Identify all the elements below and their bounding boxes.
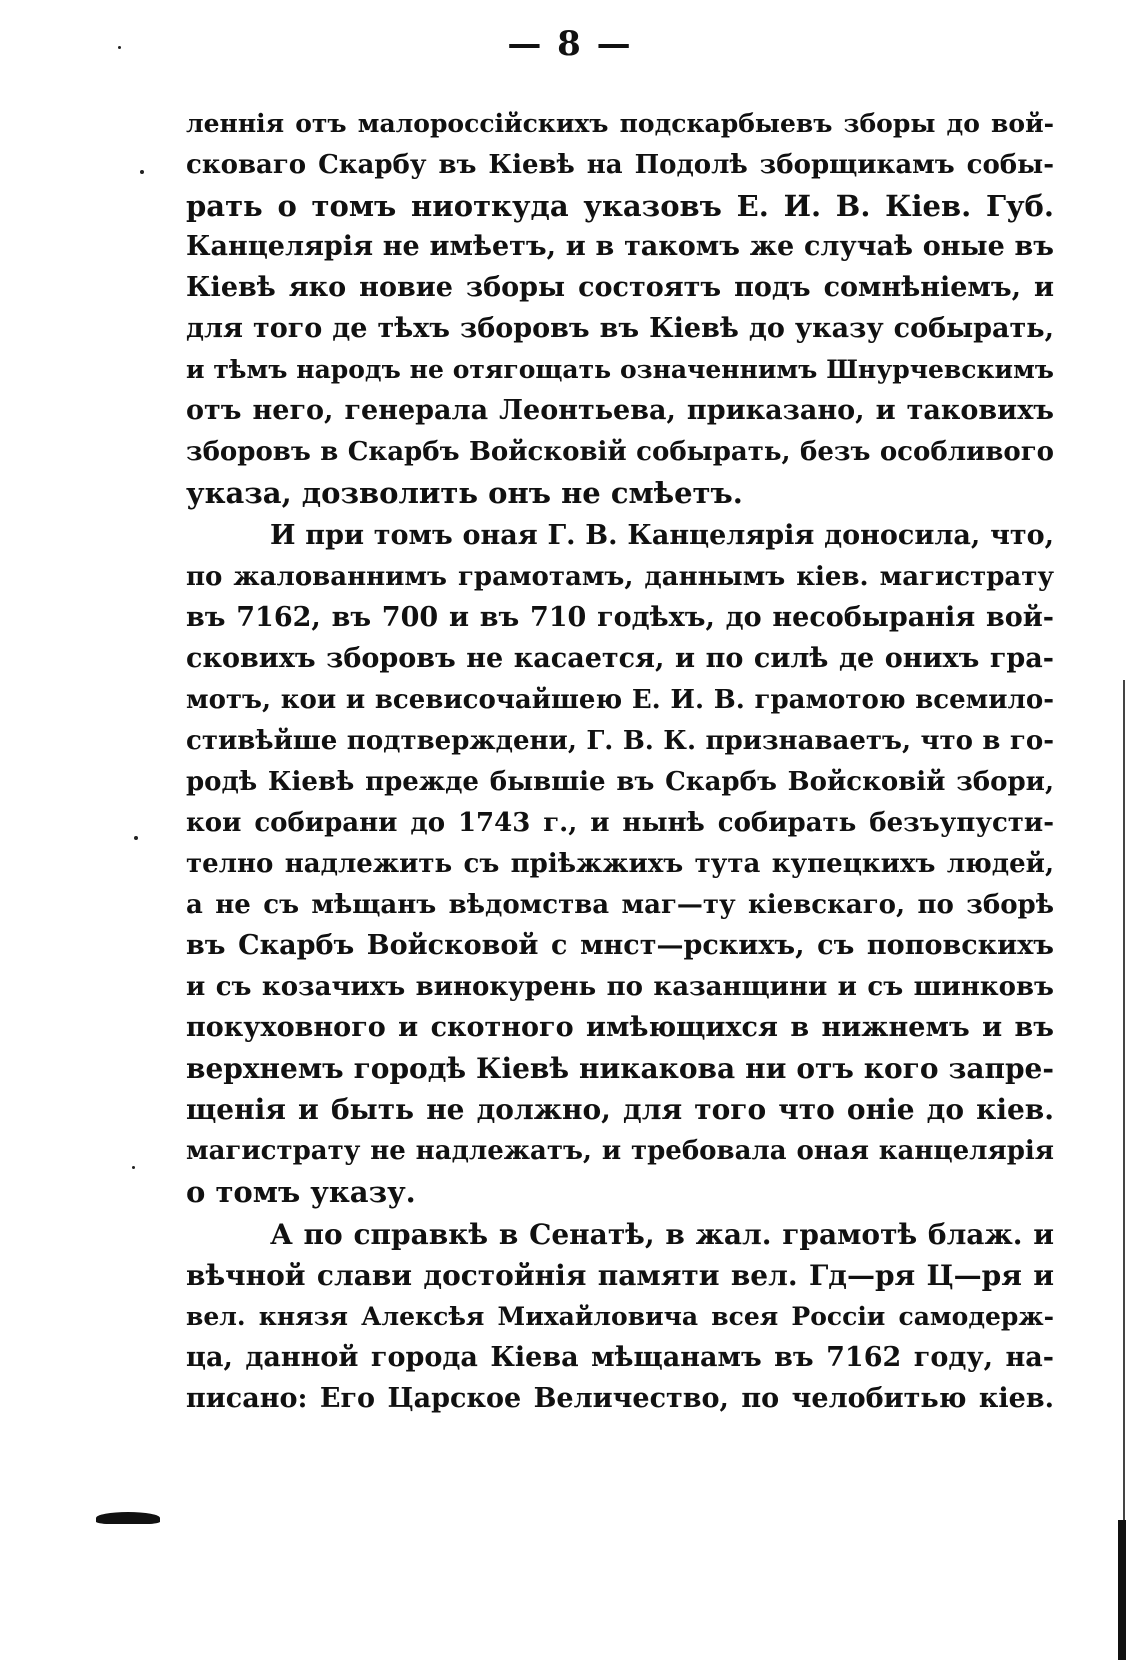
text-line: и съ козачихъ винокурень по казанщини и съ шинковъ xyxy=(186,972,1054,1002)
text-line: щенія и быть не должно, для того что оніе до кіев. xyxy=(186,1093,1054,1126)
text-line: а не съ мѣщанъ вѣдомства маг—ту кіевскаго, по зборѣ xyxy=(186,890,1054,920)
text-line: въ 7162, въ 700 и въ 710 годѣхъ, до несобыранія вой- xyxy=(186,602,1054,633)
text-line: покуховного и скотного имѣющихся в нижнемъ и въ xyxy=(186,1012,1054,1043)
text-line: отъ него, генерала Леонтьева, приказано, и таковихъ xyxy=(186,395,1054,426)
page-number: — 8 — xyxy=(507,24,633,64)
text-line: рать о томъ ниоткуда указовъ Е. И. В. Кіев. Губ. xyxy=(186,189,1054,223)
text-line: вѣчной слави достойнія памяти вел. Гд—ря Ц—ря и xyxy=(186,1259,1054,1292)
text-line: кои собирани до 1743 г., и нынѣ собирать безъупусти- xyxy=(186,808,1054,838)
text-line: въ Скарбъ Войсковой с мнст—рскихъ, съ поповскихъ xyxy=(186,930,1054,961)
text-line: по жалованнимъ грамотамъ, даннымъ кіев. магистрату xyxy=(186,562,1054,592)
paragraph-first-line: А по справкѣ в Сенатѣ, в жал. грамотѣ блаж. и xyxy=(270,1218,1054,1251)
text-line: зборовъ в Скарбъ Войсковій собырать, безъ особливого xyxy=(186,437,1054,467)
text-line: о томъ указу. xyxy=(186,1175,416,1209)
page-edge-line xyxy=(1123,680,1125,1520)
page-edge-shadow xyxy=(1118,1520,1126,1660)
text-line: писано: Его Царское Величество, по челобитью кіев. xyxy=(186,1383,1054,1414)
text-line: сковаго Скарбу въ Кіевѣ на Подолѣ зборщикамъ собы- xyxy=(186,150,1054,180)
text-line: стивѣйше подтверждени, Г. В. К. признаваетъ, что в го- xyxy=(186,726,1054,756)
text-line: магистрату не надлежатъ, и требовала оная канцелярія xyxy=(186,1136,1054,1166)
text-line: указа, дозволить онъ не смѣетъ. xyxy=(186,476,743,510)
scan-speck xyxy=(140,170,144,174)
ink-smudge xyxy=(96,1512,160,1524)
text-line: телно надлежить съ пріѣжжихъ тута купецкихъ людей, xyxy=(186,849,1054,879)
scan-speck xyxy=(134,836,138,840)
text-line: родѣ Кіевѣ прежде бывшіе въ Скарбъ Войсковій збори, xyxy=(186,767,1054,797)
text-line: верхнемъ городѣ Кіевѣ никакова ни отъ кого запре- xyxy=(186,1052,1054,1085)
text-line: ца, данной города Кіева мѣщанамъ въ 7162 году, на- xyxy=(186,1342,1054,1373)
scan-speck xyxy=(118,46,121,49)
text-line: для того де тѣхъ зборовъ въ Кіевѣ до указу собырать, xyxy=(186,313,1054,344)
text-line: леннія отъ малороссійскихъ подскарбыевъ зборы до вой- xyxy=(186,109,1054,138)
text-line: вел. князя Алексѣя Михайловича всея Россіи самодерж- xyxy=(186,1302,1054,1331)
text-line: Кіевѣ яко новие зборы состоятъ подъ сомнѣніемъ, и xyxy=(186,272,1054,303)
paragraph-first-line: И при томъ оная Г. В. Канцелярія доносила, что, xyxy=(270,520,1054,551)
text-line: и тѣмъ народъ не отягощать означеннимъ Шнурчевскимъ xyxy=(186,355,1054,384)
text-line: мотъ, кои и всевисочайшею Е. И. В. грамотою всемило- xyxy=(186,685,1054,715)
text-line: Канцелярія не имѣетъ, и в такомъ же случаѣ оные въ xyxy=(186,231,1054,262)
text-line: сковихъ зборовъ не касается, и по силѣ де онихъ гра- xyxy=(186,643,1054,674)
scan-speck xyxy=(132,1166,135,1169)
